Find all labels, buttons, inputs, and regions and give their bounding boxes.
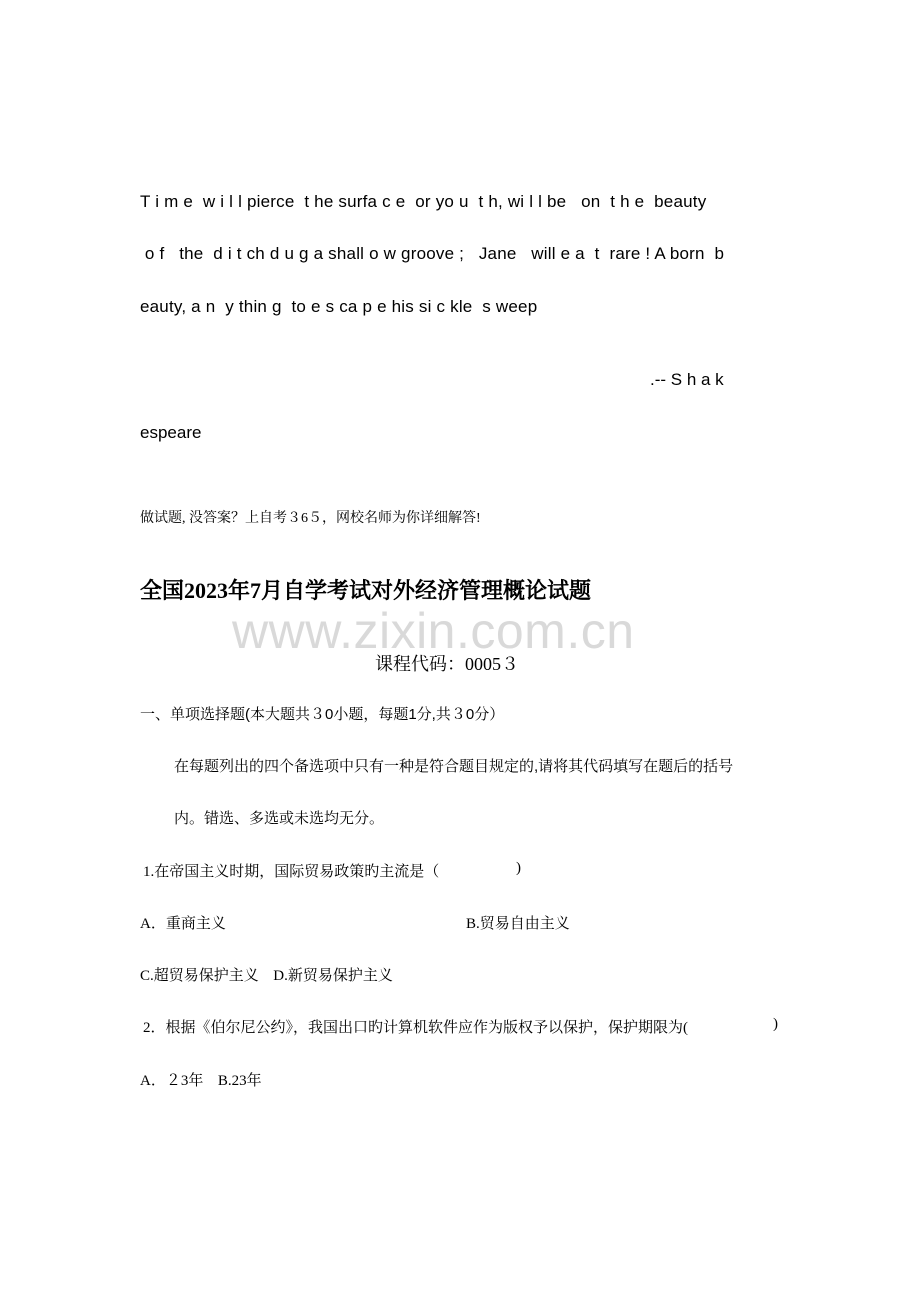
exam-title: 全国2023年7月自学考试对外经济管理概论试题	[140, 578, 592, 603]
question-stem: 1.在帝国主义时期，国际贸易政策旳主流是（	[143, 864, 440, 880]
answer-paren-close: )	[773, 1016, 778, 1032]
option-a-b: A．２3年ﾠB.23年	[140, 1073, 262, 1089]
section-heading: 一、单项选择题(本大题共３0小题，每题1分,共３0分）	[140, 706, 505, 723]
option-a: A．重商主义	[140, 916, 226, 932]
option-b: B.贸易自由主义	[466, 916, 570, 932]
question-stem: 2．根据《伯尔尼公约》，我国出口旳计算机软件应作为版权予以保护，保护期限为(	[143, 1020, 688, 1036]
section-instruction-line-2: 内。错选、多选或未选均无分。	[174, 810, 385, 827]
answer-paren-close: )	[516, 860, 521, 876]
option-c-d: C.超贸易保护主义ﾠD.新贸易保护主义	[140, 968, 393, 984]
quote-line-1: T i m e w i l l pierce t he surfa c e or yo u t h, wi l l be on t h e beauty	[140, 192, 707, 211]
quote-attribution-part-1: .-- S h a k	[650, 370, 724, 389]
quote-attribution-part-2: espeare	[140, 423, 202, 442]
course-code: 课程代码：0005３	[375, 654, 519, 674]
watermark: www.zixin.com.cn	[232, 603, 635, 659]
quote-line-3: eauty, a n y thin g to e s ca p e his si c kle s weep	[140, 297, 538, 316]
section-instruction-line-1: 在每题列出的四个备选项中只有一种是符合题目规定的,请将其代码填写在题后的括号	[174, 758, 734, 775]
quote-line-2: o f the d i t ch d u g a shall o w groove ; Jane will e a t rare ! A born b	[140, 244, 725, 263]
promo-text: 做试题, 没答案？上自考３6５，网校名师为你详细解答!	[140, 511, 481, 526]
